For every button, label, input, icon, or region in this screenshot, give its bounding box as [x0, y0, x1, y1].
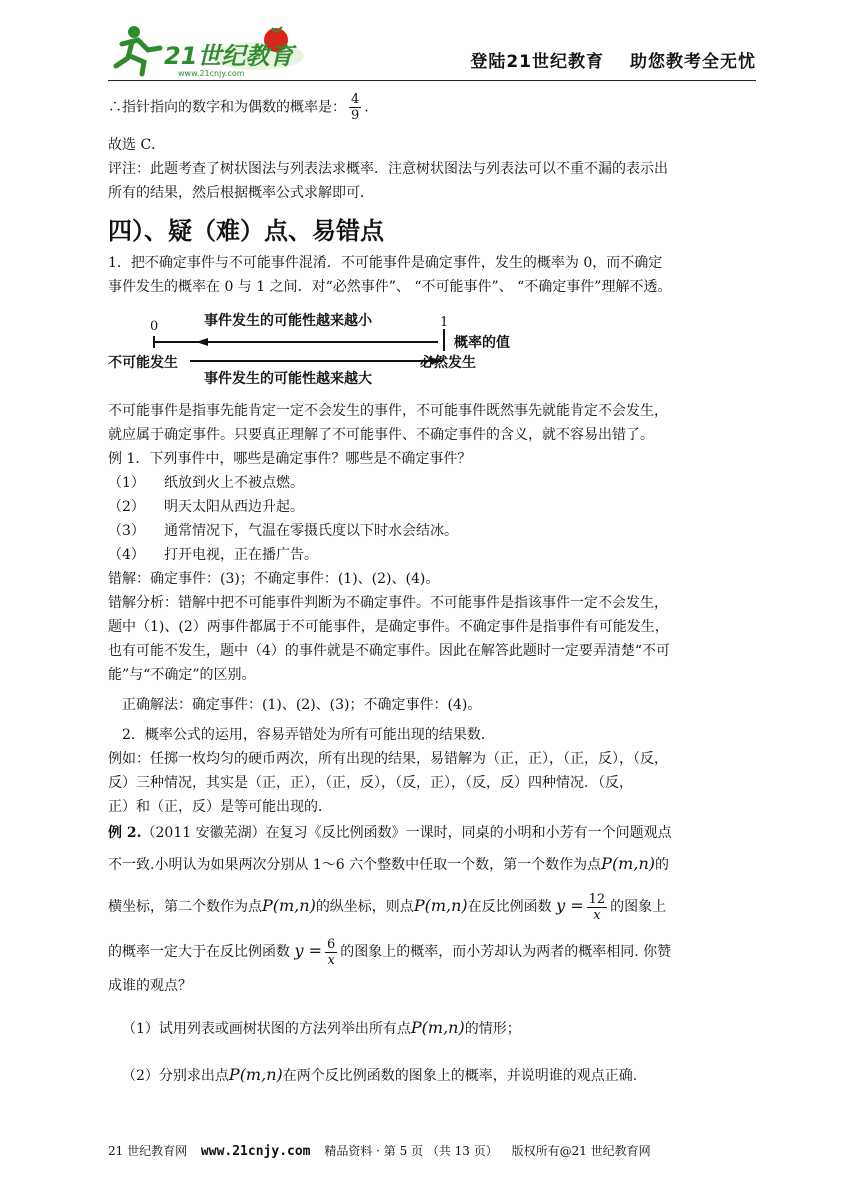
question-text: （1）试用列表或画树状图的方法列举出所有点: [122, 1021, 411, 1037]
probability-fraction: [349, 92, 361, 123]
probability-scale-figure: [108, 305, 756, 395]
slogan-tagline: 助您教考全无忧: [630, 52, 756, 72]
site-logo[interactable]: [108, 22, 308, 78]
coin-example-line-2: 反）三种情况，其实是（正，正），（正，反），（反，正），（反，反）四种情况．（反，: [108, 775, 633, 791]
list-item: [108, 471, 756, 495]
point1-line-2: 事件发生的概率在 0 与 1 之间．对“必然事件”、 “不可能事件”、 “不确定事件”理解不透。: [108, 279, 672, 295]
question-text: （2）分别求出点: [122, 1068, 229, 1084]
example2-text: 的图象上的概率，而小芳却认为两者的概率相同. 你赞: [340, 944, 672, 960]
certain-label: 必然发生: [420, 355, 476, 371]
item-number: （4）: [108, 547, 145, 563]
question-text: 在两个反比例函数的图象上的概率，并说明谁的观点正确.: [282, 1068, 638, 1084]
fraction-denominator: x: [327, 952, 335, 968]
wrong-solution: 错解：确定事件：(3)；不确定事件：(1)、(2)、(4)。: [108, 571, 440, 587]
header-divider: [108, 80, 756, 81]
increasing-label: 事件发生的可能性越来越大: [204, 371, 372, 387]
scale-one: 1: [440, 315, 449, 330]
example2-text: （2011 安徽芜湖）在复习《反比例函数》一课时，同桌的小明和小芳有一个问题观点: [141, 825, 672, 841]
footer-site-link[interactable]: www.21cnjy.com: [200, 1144, 311, 1159]
item-text: 打开电视，正在播广告。: [164, 547, 318, 563]
conclusion-text: ∴指针指向的数字和为偶数的概率是：: [108, 99, 346, 116]
fraction-denominator: x: [593, 907, 601, 923]
decreasing-label: 事件发生的可能性越来越小: [204, 313, 372, 329]
fraction-denominator: 9: [351, 108, 360, 123]
footer-copyright: 版权所有@21 世纪教育网: [511, 1144, 651, 1158]
explain-line-1: 不可能事件是指事先能肯定一定不会发生的事件，不可能事件既然事先就能肯定不会发生，: [108, 403, 668, 419]
example2-line-4: [108, 929, 756, 974]
probability-value-label: 概率的值: [454, 335, 510, 351]
example2-text: 的纵坐标，则点: [315, 899, 414, 915]
point1-line-1: 1．把不确定事件与不可能事件混淆．不可能事件是确定事件，发生的概率为 0，而不确定: [108, 255, 663, 271]
footer-page-info: 精品资料 · 第 5 页 （共 13 页）: [324, 1144, 498, 1158]
comment-line-2: 所有的结果，然后根据概率公式求解即可．: [108, 185, 374, 201]
page-footer: [108, 1142, 756, 1159]
svg-text:21世纪教育: 21世纪教育: [164, 42, 294, 70]
slogan-login: 登陆21世纪教育: [470, 52, 604, 72]
page-header: [108, 22, 756, 80]
conclusion-period: .: [364, 99, 369, 116]
point-expression: P(m,n): [228, 1065, 283, 1084]
section-title: 四）、疑（难）点、易错点: [108, 217, 384, 245]
item-number: （2）: [108, 499, 145, 515]
question-2: [108, 1059, 756, 1092]
main-content: [108, 92, 756, 1092]
explain-line-2: 就应属于确定事件。只要真正理解了不可能事件、不确定事件的含义，就不容易出错了。: [108, 427, 654, 443]
analysis-line-1: 错解分析：错解中把不可能事件判断为不确定事件。不可能事件是指该事件一定不会发生，: [108, 595, 668, 611]
list-item: [108, 519, 756, 543]
example2-text: 的图象上: [610, 899, 667, 915]
fraction-numerator: 12: [588, 891, 606, 907]
item-number: （3）: [108, 523, 145, 539]
item-text: 纸放到火上不被点燃。: [164, 475, 304, 491]
example2-text: 的: [654, 857, 669, 873]
function-fraction: [587, 892, 608, 923]
question-text: 的情形；: [464, 1021, 521, 1037]
example2-line-1: [108, 821, 756, 845]
conclusion-line: [108, 92, 756, 123]
point-expression: P(m,n): [410, 1018, 465, 1037]
example2-text: 的概率一定大于在反比例函数: [108, 944, 290, 960]
example2-line-2: [108, 845, 756, 884]
point2-line: 2．概率公式的运用，容易弄错处为所有可能出现的结果数．: [122, 727, 495, 743]
point-expression: P(m,n): [413, 896, 468, 915]
footer-site-name: 21 世纪教育网: [108, 1144, 188, 1158]
point-expression: P(m,n): [262, 896, 316, 915]
question-1: [108, 1012, 756, 1045]
example2-line-3: [108, 884, 756, 929]
function-lhs: y =: [556, 896, 584, 915]
analysis-line-4: 能”与“不确定”的区别。: [108, 667, 256, 683]
example2-text: 横坐标，第二个数作为点: [108, 899, 262, 915]
svg-text:www.21cnjy.com: www.21cnjy.com: [178, 69, 245, 78]
example1-title: 例 1．下列事件中，哪些是确定事件？哪些是不确定事件？: [108, 451, 472, 467]
correct-solution: 正确解法：确定事件：(1)、(2)、(3)；不确定事件：(4)。: [122, 697, 482, 713]
scale-zero: 0: [150, 319, 159, 334]
analysis-line-2: 题中（1)、(2）两事件都属于不可能事件，是确定事件。不确定事件是指事件有可能发生，: [108, 619, 669, 635]
impossible-label: 不可能发生: [108, 355, 178, 371]
function-lhs: y =: [294, 941, 322, 960]
example2-text: 不一致.小明认为如果两次分别从 1～6 六个整数中任取一个数，第一个数作为点: [108, 857, 602, 873]
runner-logo-icon: [108, 22, 308, 78]
example2-label: 例 2.: [108, 825, 142, 841]
list-item: [108, 543, 756, 567]
coin-example-line-3: 正）和（正，反）是等可能出现的．: [108, 799, 332, 815]
example2-text: 在反比例函数: [467, 899, 552, 915]
function-fraction: [325, 937, 337, 968]
coin-example-line-1: 例如：任掷一枚均匀的硬币两次，所有出现的结果，易错解为（正，正），（正，反），（反，: [108, 751, 668, 767]
fraction-numerator: 4: [351, 92, 360, 107]
list-item: [108, 495, 756, 519]
analysis-line-3: 也有可能不发生，题中（4）的事件就是不确定事件。因此在解答此题时一定要弄清楚“不可: [108, 643, 671, 659]
header-slogan: [470, 47, 756, 72]
item-text: 明天太阳从西边升起。: [164, 499, 304, 515]
example2-line-5: 成谁的观点？: [108, 978, 192, 994]
comment-line-1: 评注：此题考查了树状图法与列表法求概率．注意树状图法与列表法可以不重不漏的表示出: [108, 161, 668, 177]
item-number: （1）: [108, 475, 145, 491]
fraction-numerator: 6: [326, 936, 336, 952]
point-expression: P(m,n): [601, 854, 655, 873]
item-text: 通常情况下，气温在零摄氏度以下时水会结冰。: [164, 523, 458, 539]
answer-line: 故选 C．: [108, 137, 166, 153]
